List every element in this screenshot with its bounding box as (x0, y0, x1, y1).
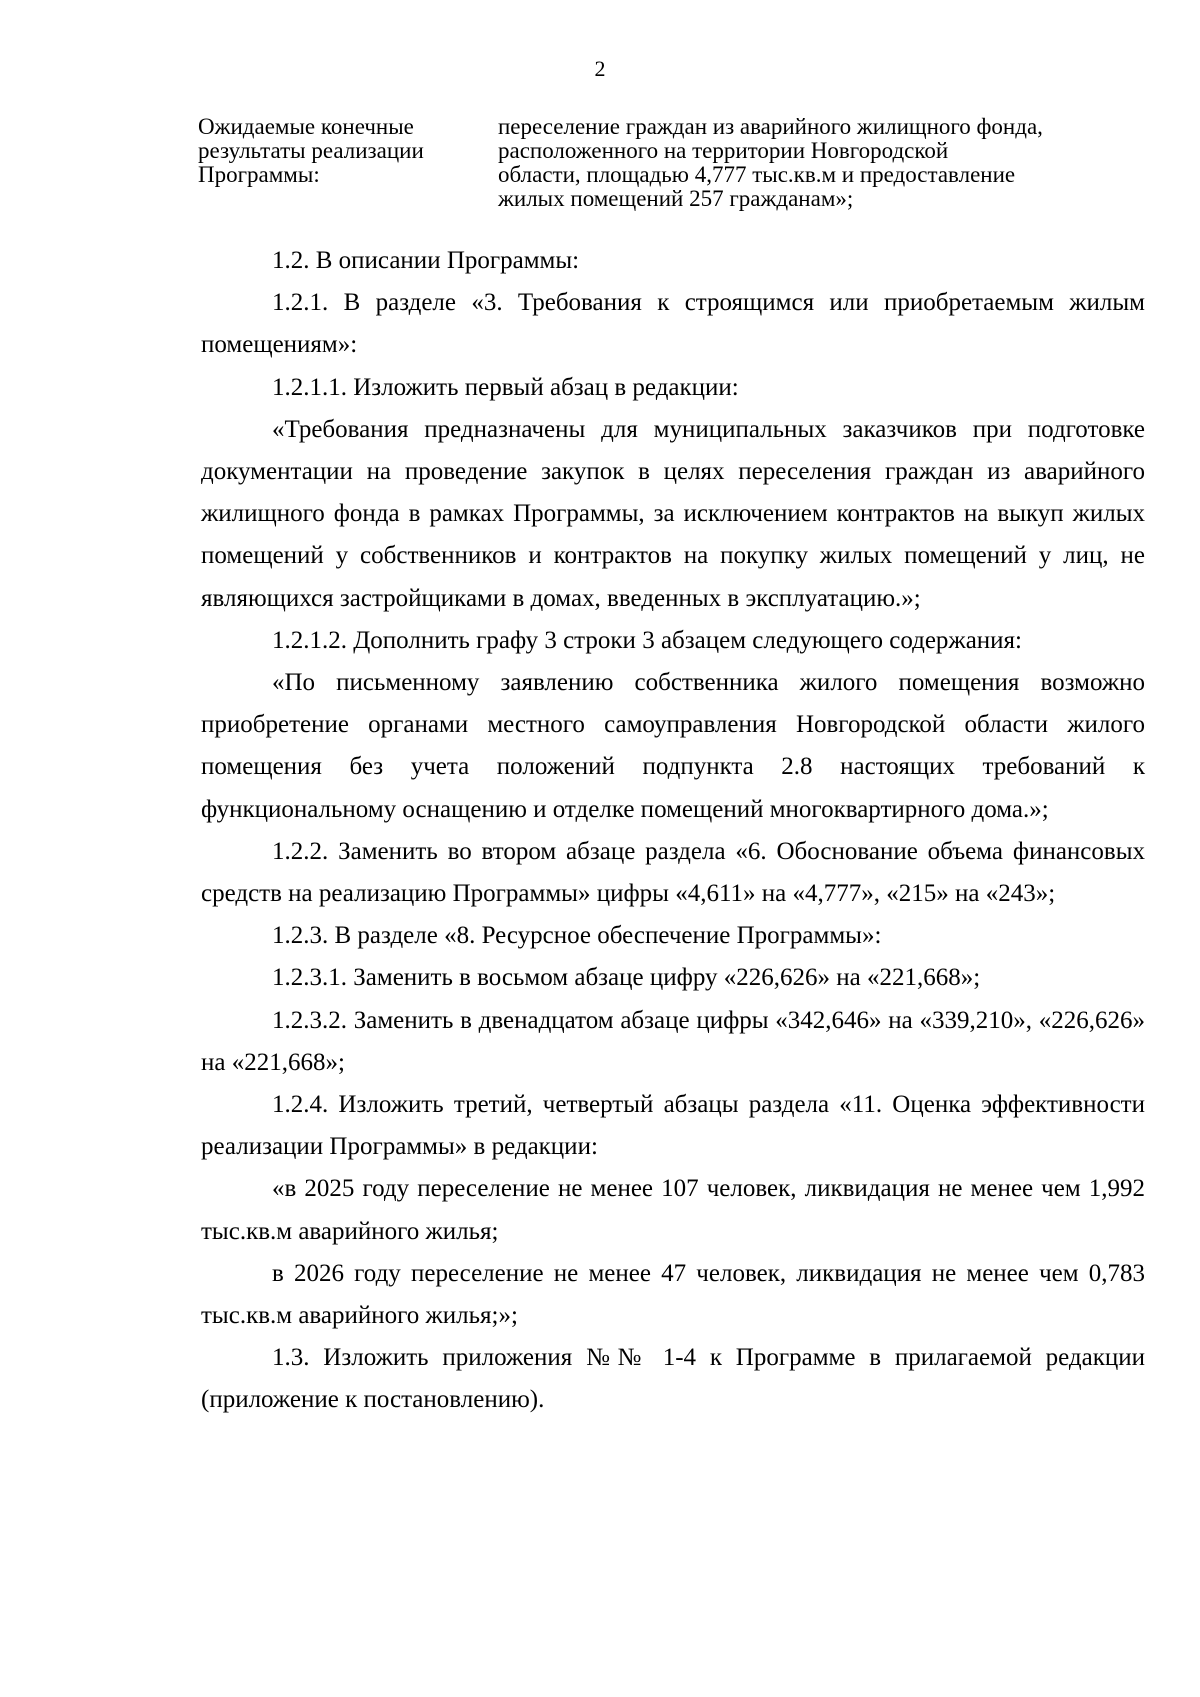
page-number: 2 (594, 56, 606, 81)
paragraph: 1.2.1. В разделе «3. Требования к строящимся или приобретаемым жилым помещениям»: (201, 289, 1145, 359)
paragraph: 1.2.4. Изложить третий, четвертый абзацы раздела «11. Оценка эффективности реализации Программы» в редакции: (201, 1091, 1145, 1161)
row-label-line: Программы: (198, 162, 320, 187)
row-value-line: расположенного на территории Новгородской (498, 138, 949, 163)
paragraph: «Требования предназначены для муниципальных заказчиков при подготовке документации на проведение закупок в целях переселения граждан из аварийного жилищного фонда в рамках Программы, за исключением контрактов на выкуп жилых помещений у собственников и контрактов на покупку жилых помещений у лиц, не являющихся застройщиками в домах, введенных в эксплуатацию.»; (201, 415, 1145, 612)
paragraph: в 2026 году переселение не менее 47 человек, ликвидация не менее чем 0,783 тыс.кв.м аварийного жилья;»; (201, 1259, 1145, 1330)
paragraph: 1.2.3.1. Заменить в восьмом абзаце цифру «226,626» на «221,668»; (272, 964, 981, 992)
row-label-line: результаты реализации (198, 138, 424, 163)
paragraph: «в 2025 году переселение не менее 107 человек, ликвидация не менее чем 1,992 тыс.кв.м аварийного жилья; (201, 1175, 1145, 1245)
document-body (201, 240, 1145, 1422)
paragraph: 1.3. Изложить приложения №№ 1-4 к Программе в прилагаемой редакции (приложение к постановлению). (201, 1344, 1145, 1414)
paragraph: 1.2.1.2. Дополнить графу 3 строки 3 абзацем следующего содержания: (272, 626, 1022, 654)
paragraph: 1.2.3. В разделе «8. Ресурсное обеспечение Программы»: (272, 922, 882, 950)
row-value-line: переселение граждан из аварийного жилищного фонда, (498, 114, 1043, 139)
paragraph: «По письменному заявлению собственника жилого помещения возможно приобретение органами местного самоуправления Новгородской области жилого помещения без учета положений подпункта 2.8 настоящих требований к функциональному оснащению и отделке помещений многоквартирного дома.»; (201, 669, 1145, 823)
paragraph: 1.2.1.1. Изложить первый абзац в редакции: (272, 373, 739, 401)
row-value-line: области, площадью 4,777 тыс.кв.м и предоставление (498, 162, 1016, 187)
program-passport-row (198, 115, 1160, 211)
paragraph: 1.2. В описании Программы: (272, 247, 580, 274)
paragraph: 1.2.2. Заменить во втором абзаце раздела «6. Обоснование объема финансовых средств на реализацию Программы» цифры «4,611» на «4,777», «215» на «243»; (201, 837, 1145, 908)
row-label (198, 115, 498, 211)
row-label-line: Ожидаемые конечные (198, 114, 414, 139)
row-value-line: жилых помещений 257 гражданам»; (498, 186, 854, 211)
row-value (498, 115, 1160, 211)
paragraph: 1.2.3.2. Заменить в двенадцатом абзаце цифры «342,646» на «339,210», «226,626» на «221,668»; (201, 1006, 1145, 1076)
